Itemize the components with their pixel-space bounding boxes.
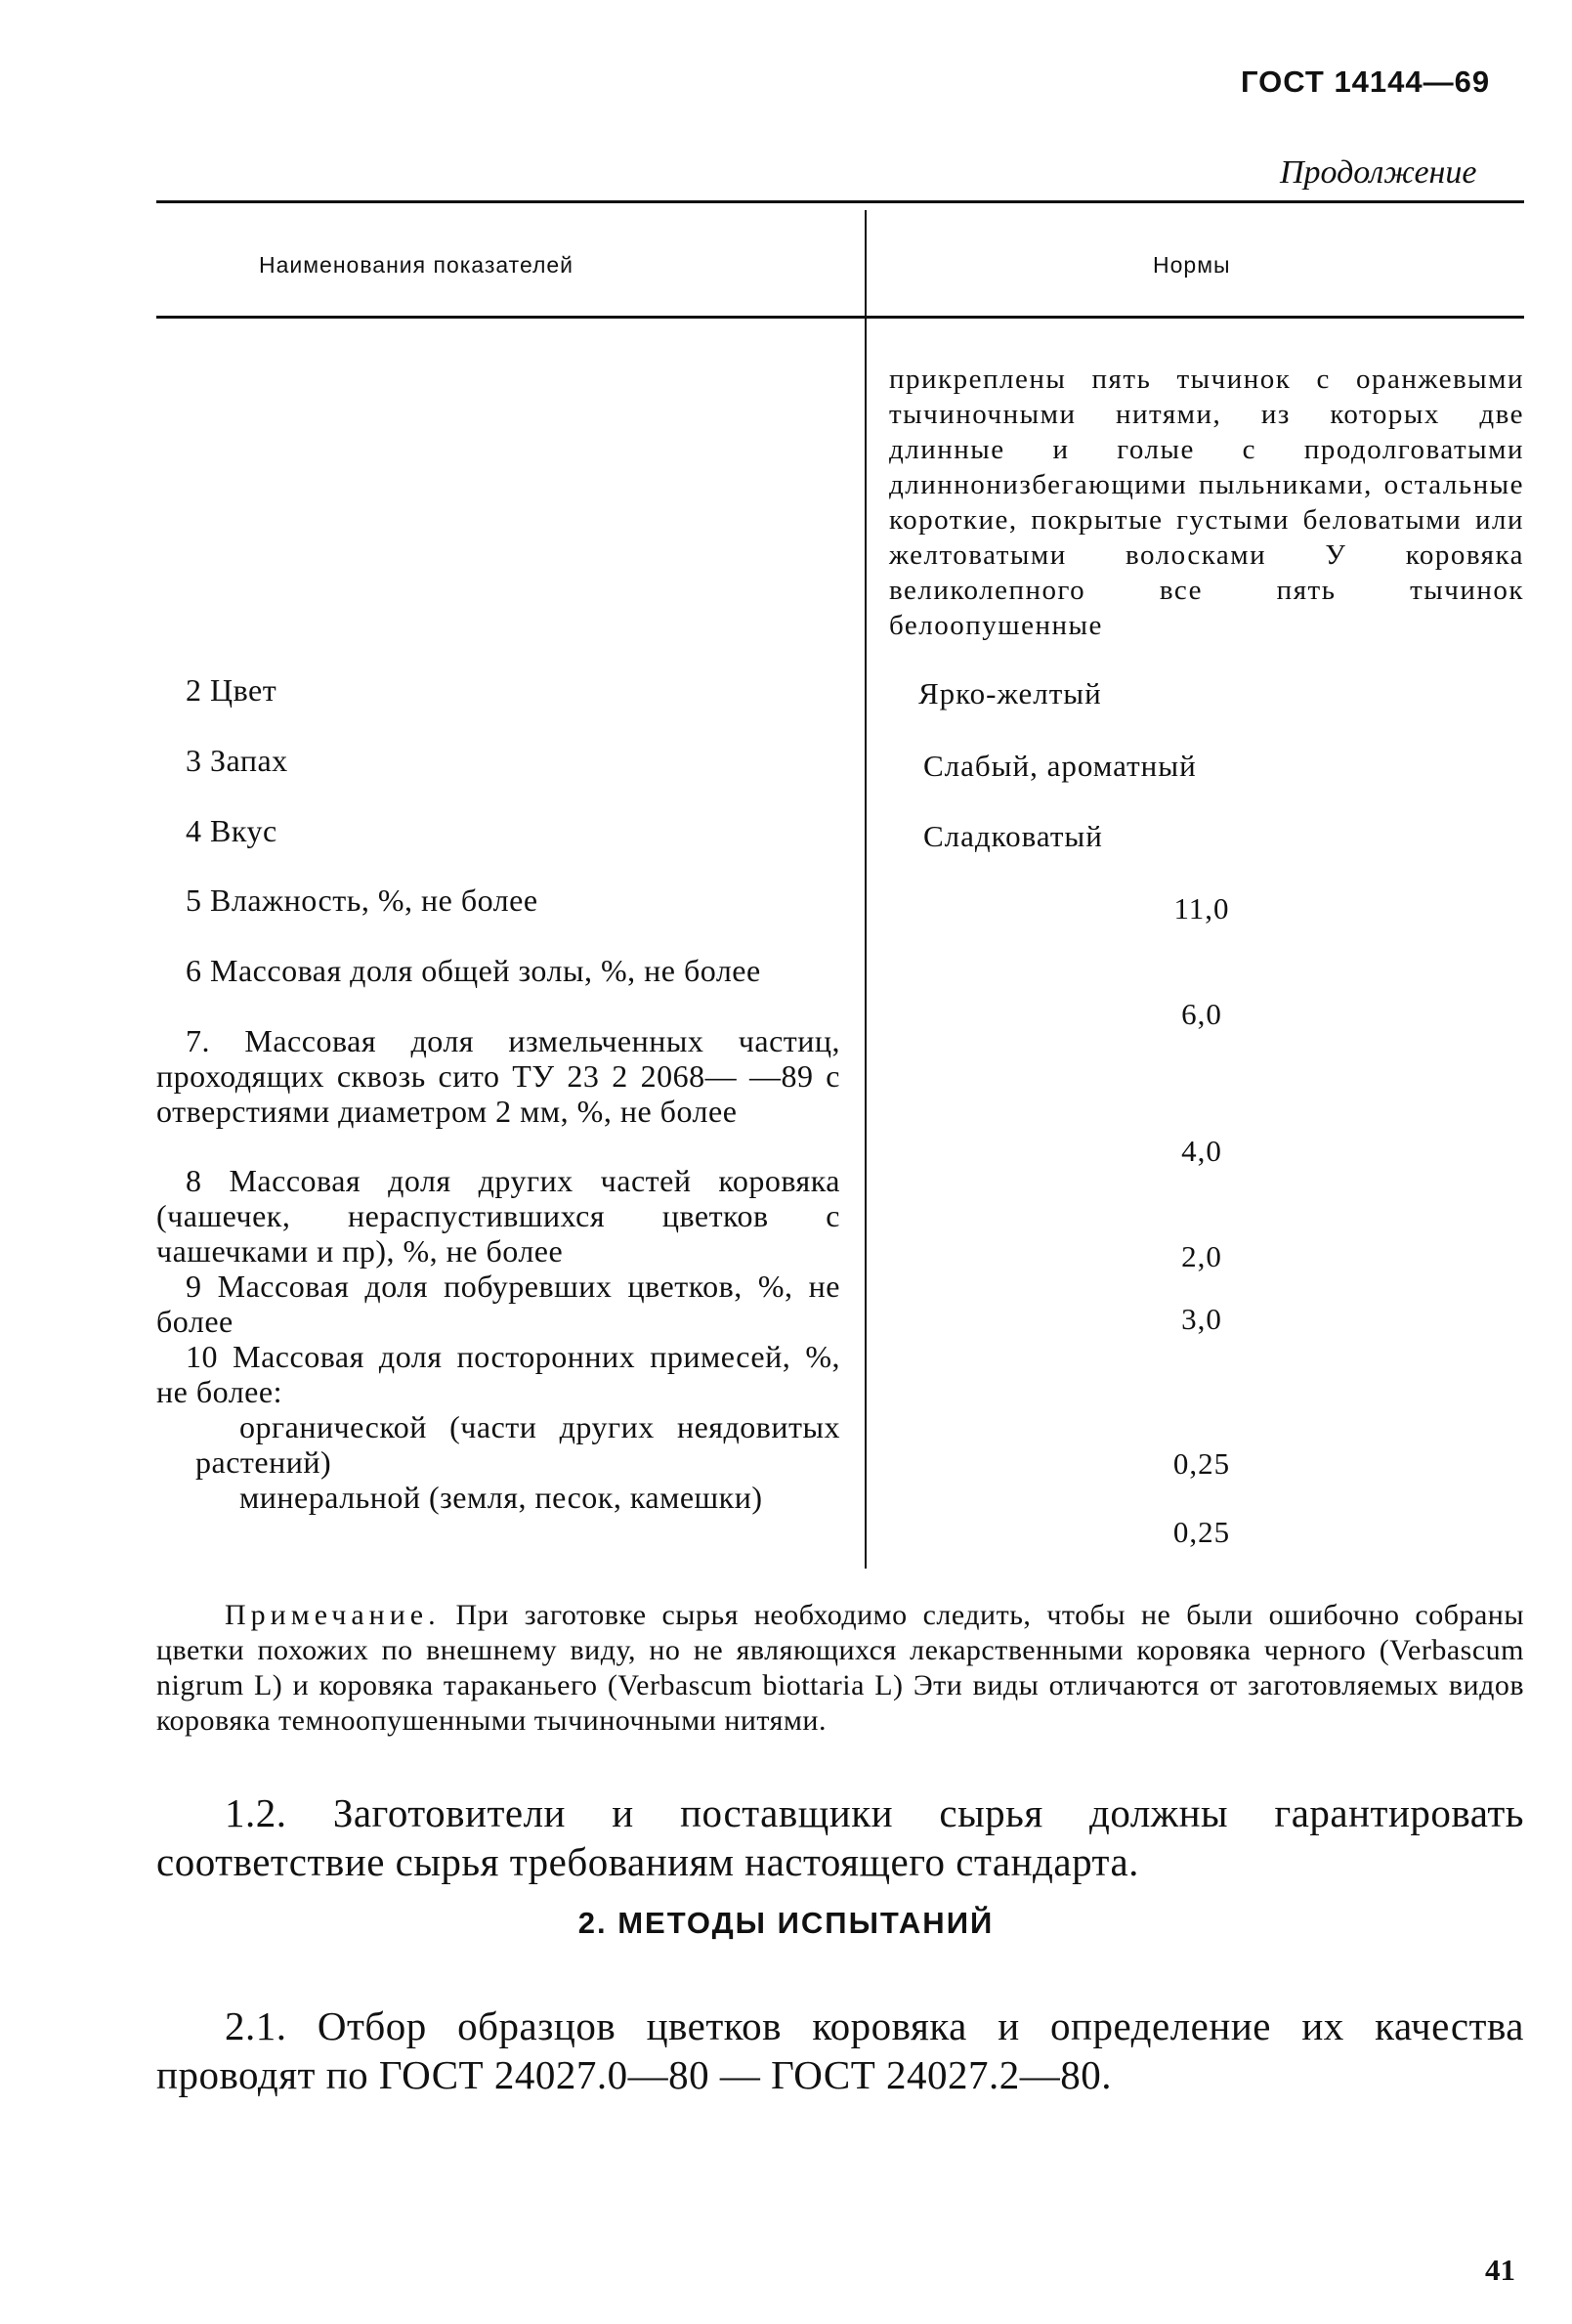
- table-header-rule: [156, 316, 1524, 319]
- row-value-taste: Сладковатый: [923, 819, 1103, 853]
- row-value-organic: 0,25: [1172, 1446, 1231, 1481]
- column-header-indicators: Наименования показателей: [259, 252, 574, 278]
- row-value-other-parts: 2,0: [1181, 1239, 1222, 1273]
- paragraph-2-1: 2.1. Отбор образцов цветков коровяка и определение их качества проводят по ГОСТ 24027.0—80 — ГОСТ 24027.2—80.: [156, 2003, 1524, 2097]
- row-value-color: Ярко-желтый: [918, 676, 1102, 710]
- paragraph-1-2: 1.2. Заготовители и поставщики сырья должны гарантировать соответствие сырья требованиям настоящего стандарта.: [156, 1790, 1524, 1884]
- column-header-norms: Нормы: [1153, 252, 1231, 278]
- row-value-particles: 4,0: [1181, 1134, 1222, 1168]
- note-text: При заготовке сырья необходимо следить, чтобы не были ошибочно собраны цветки похожих по внешнему виду, но не являющихся лекарственными коровяка черного (Verbascum nigrum L) и коровяка тараканьего (Verbascum biottaria L) Эти виды отличаются от заготовляемых видов коровяка темноопушенными тычиночными нитями.: [156, 1599, 1524, 1737]
- row-label-smell: 3 Запах: [186, 743, 288, 778]
- row-label-organic: органической (части других неядовитых растений): [195, 1409, 840, 1480]
- row-label-particles: 7. Массовая доля измельченных частиц, проходящих сквозь сито ТУ 23 2 2068— —89 с отверстиями диаметром 2 мм, %, не более: [156, 1023, 840, 1129]
- row-label-color: 2 Цвет: [186, 672, 277, 708]
- row-label-moisture: 5 Влажность, %, не более: [186, 882, 538, 918]
- continuation-label: Продолжение: [1280, 154, 1477, 191]
- table-column-divider: [865, 210, 867, 1569]
- row-value-browned: 3,0: [1181, 1302, 1222, 1336]
- row-label-impurities: 10 Массовая доля посторонних примесей, %, не более:: [156, 1339, 840, 1409]
- section-2-title: 2. МЕТОДЫ ИСПЫТАНИЙ: [577, 1906, 995, 1940]
- page-number: 41: [1485, 2253, 1515, 2287]
- continued-description: прикреплены пять тычинок с оранжевыми тычиночными нитями, из которых две длинные и голые с продолговатыми длиннонизбегающими пыльниками, остальные короткие, покрытые густыми беловатыми или желтоватыми волосками У коровяка великолепного все пять тычинок белоопушенные: [889, 364, 1524, 641]
- row-value-moisture: 11,0: [1173, 891, 1230, 925]
- row-value-smell: Слабый, ароматный: [923, 749, 1197, 783]
- row-label-taste: 4 Вкус: [186, 813, 277, 848]
- table-top-rule: [156, 200, 1524, 203]
- row-label-mineral: минеральной (земля, песок, камешки): [239, 1480, 763, 1515]
- row-label-other-parts: 8 Массовая доля других частей коровяка (чашечек, нераспустившихся цветков с чашечками и пр), %, не более: [156, 1163, 840, 1269]
- row-value-ash: 6,0: [1181, 997, 1222, 1031]
- standard-code: ГОСТ 14144—69: [1241, 65, 1491, 99]
- row-label-ash: 6 Массовая доля общей золы, %, не более: [186, 953, 761, 988]
- note-block: [156, 1598, 1524, 1739]
- row-value-mineral: 0,25: [1172, 1515, 1231, 1549]
- note-label: Примечание.: [225, 1599, 441, 1631]
- row-label-browned: 9 Массовая доля побуревших цветков, %, не более: [156, 1269, 840, 1339]
